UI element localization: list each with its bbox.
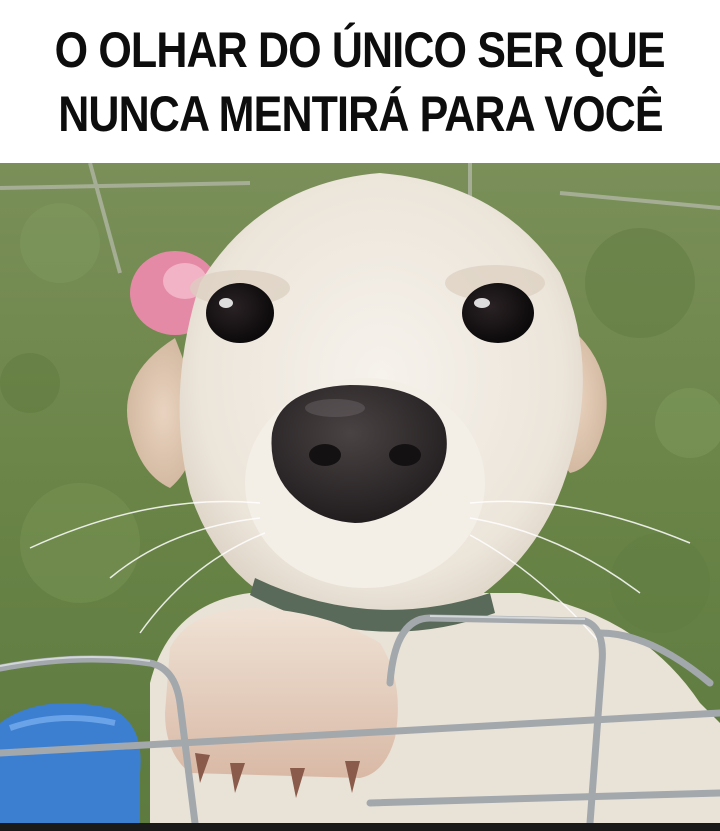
left-eye: [206, 283, 274, 343]
right-nostril: [389, 444, 421, 466]
right-eye: [462, 283, 534, 343]
meme-caption: [0, 0, 720, 163]
nose-highlight: [305, 399, 365, 417]
bottom-border: [0, 823, 720, 831]
caption-line-2: NUNCA MENTIRÁ PARA VOCÊ: [57, 85, 663, 142]
puppy-photo: [0, 163, 720, 823]
right-eye-shine: [474, 298, 490, 308]
left-nostril: [309, 444, 341, 466]
caption-line-1: O OLHAR DO ÚNICO SER QUE: [54, 21, 666, 78]
left-eye-shine: [219, 298, 233, 308]
